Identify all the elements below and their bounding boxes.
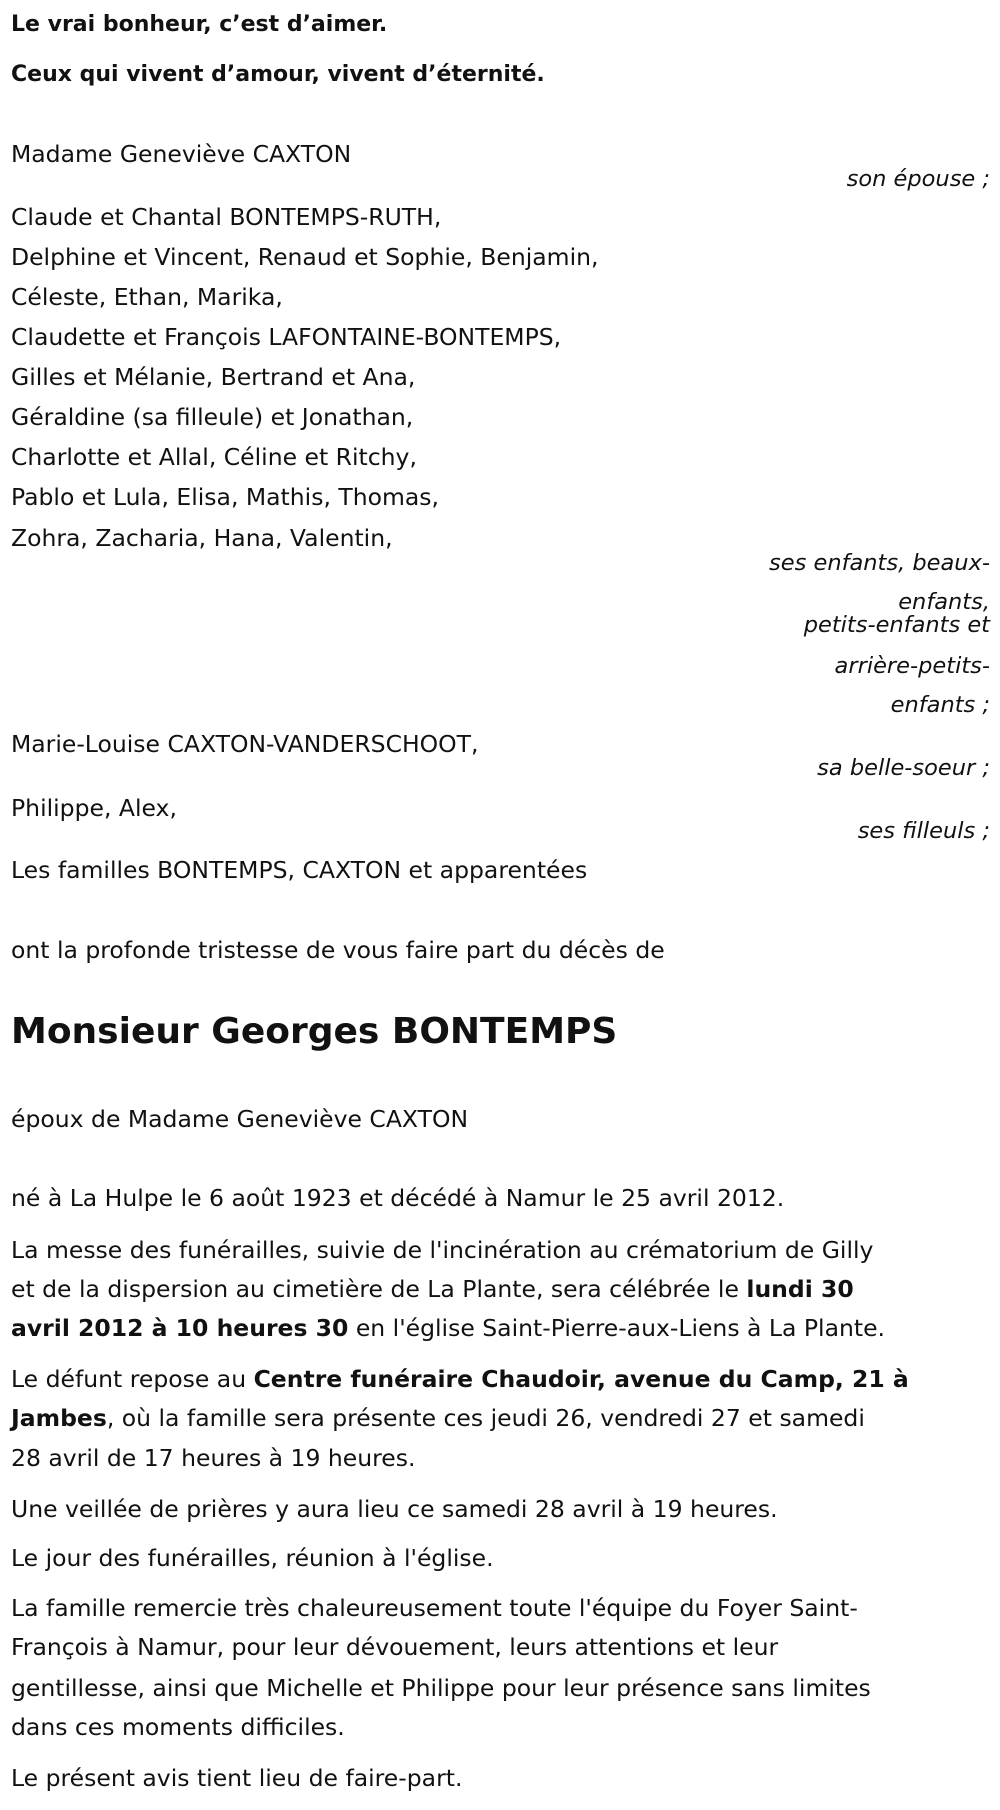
thanks-line: La famille remercie très chaleureusement toute l'équipe du Foyer Saint- bbox=[11, 1594, 858, 1622]
birth-death: né à La Hulpe le 6 août 1923 et décédé à Namur le 25 avril 2012. bbox=[11, 1184, 785, 1212]
thanks-line: François à Namur, pour leur dévouement, leurs attentions et leur bbox=[11, 1633, 779, 1661]
mass-line: La messe des funérailles, suivie de l'incinération au crématorium de Gilly bbox=[11, 1236, 874, 1264]
mass-date: avril 2012 à 10 heures 30 bbox=[11, 1314, 349, 1342]
children-line: Géraldine (sa filleule) et Jonathan, bbox=[11, 403, 414, 431]
thanks-line: dans ces moments difficiles. bbox=[11, 1713, 345, 1741]
mass-line bbox=[11, 1314, 885, 1342]
children-line: Claude et Chantal BONTEMPS-RUTH, bbox=[11, 203, 442, 231]
quote-line: Ceux qui vivent d’amour, vivent d’éternité. bbox=[11, 62, 545, 87]
children-line: Charlotte et Allal, Céline et Ritchy, bbox=[11, 443, 417, 471]
sister-in-law-role: sa belle-soeur ; bbox=[817, 755, 990, 781]
children-line: Pablo et Lula, Elisa, Mathis, Thomas, bbox=[11, 483, 440, 511]
deceased-name: Monsieur Georges BONTEMPS bbox=[11, 1011, 618, 1052]
mass-date: lundi 30 bbox=[746, 1275, 854, 1303]
children-role-line: enfants ; bbox=[890, 692, 990, 718]
children-line: Delphine et Vincent, Renaud et Sophie, Benjamin, bbox=[11, 243, 599, 271]
rest-text: Le défunt repose au bbox=[11, 1365, 254, 1393]
children-line: Claudette et François LAFONTAINE-BONTEMPS, bbox=[11, 323, 562, 351]
children-role-line: arrière-petits- bbox=[834, 653, 990, 679]
quote-line: Le vrai bonheur, c’est d’aimer. bbox=[11, 12, 388, 37]
godchildren-role: ses filleuls ; bbox=[857, 818, 990, 844]
children-role-line: ses enfants, beaux- bbox=[769, 550, 990, 576]
children-line: Gilles et Mélanie, Bertrand et Ana, bbox=[11, 363, 416, 391]
rest-text: , où la famille sera présente ces jeudi 26, vendredi 27 et samedi bbox=[106, 1404, 865, 1432]
sister-in-law-name: Marie-Louise CAXTON-VANDERSCHOOT, bbox=[11, 730, 479, 758]
announcement: ont la profonde tristesse de vous faire part du décès de bbox=[11, 936, 665, 964]
spouse-of: époux de Madame Geneviève CAXTON bbox=[11, 1105, 469, 1133]
rest-line: 28 avril de 17 heures à 19 heures. bbox=[11, 1444, 416, 1472]
children-role-line: enfants, bbox=[898, 589, 990, 615]
children-role-line: petits-enfants et bbox=[803, 612, 990, 638]
children-line: Céleste, Ethan, Marika, bbox=[11, 283, 283, 311]
mass-text: en l'église Saint-Pierre-aux-Liens à La Plante. bbox=[348, 1314, 886, 1342]
spouse-role: son épouse ; bbox=[846, 166, 990, 192]
rest-place: Jambes bbox=[11, 1404, 107, 1432]
rest-line bbox=[11, 1365, 909, 1393]
vigil: Une veillée de prières y aura lieu ce samedi 28 avril à 19 heures. bbox=[11, 1495, 778, 1523]
closing: Le présent avis tient lieu de faire-part. bbox=[11, 1764, 463, 1792]
rest-place: Centre funéraire Chaudoir, avenue du Camp, 21 à bbox=[253, 1365, 909, 1393]
godchildren-names: Philippe, Alex, bbox=[11, 794, 177, 822]
meeting: Le jour des funérailles, réunion à l'église. bbox=[11, 1544, 494, 1572]
mass-line bbox=[11, 1275, 854, 1303]
families-line: Les familles BONTEMPS, CAXTON et apparentées bbox=[11, 856, 588, 884]
spouse-name: Madame Geneviève CAXTON bbox=[11, 140, 352, 168]
mass-text: et de la dispersion au cimetière de La Plante, sera célébrée le bbox=[11, 1275, 747, 1303]
rest-line bbox=[11, 1404, 865, 1432]
children-line: Zohra, Zacharia, Hana, Valentin, bbox=[11, 524, 393, 552]
thanks-line: gentillesse, ainsi que Michelle et Philippe pour leur présence sans limites bbox=[11, 1674, 871, 1702]
